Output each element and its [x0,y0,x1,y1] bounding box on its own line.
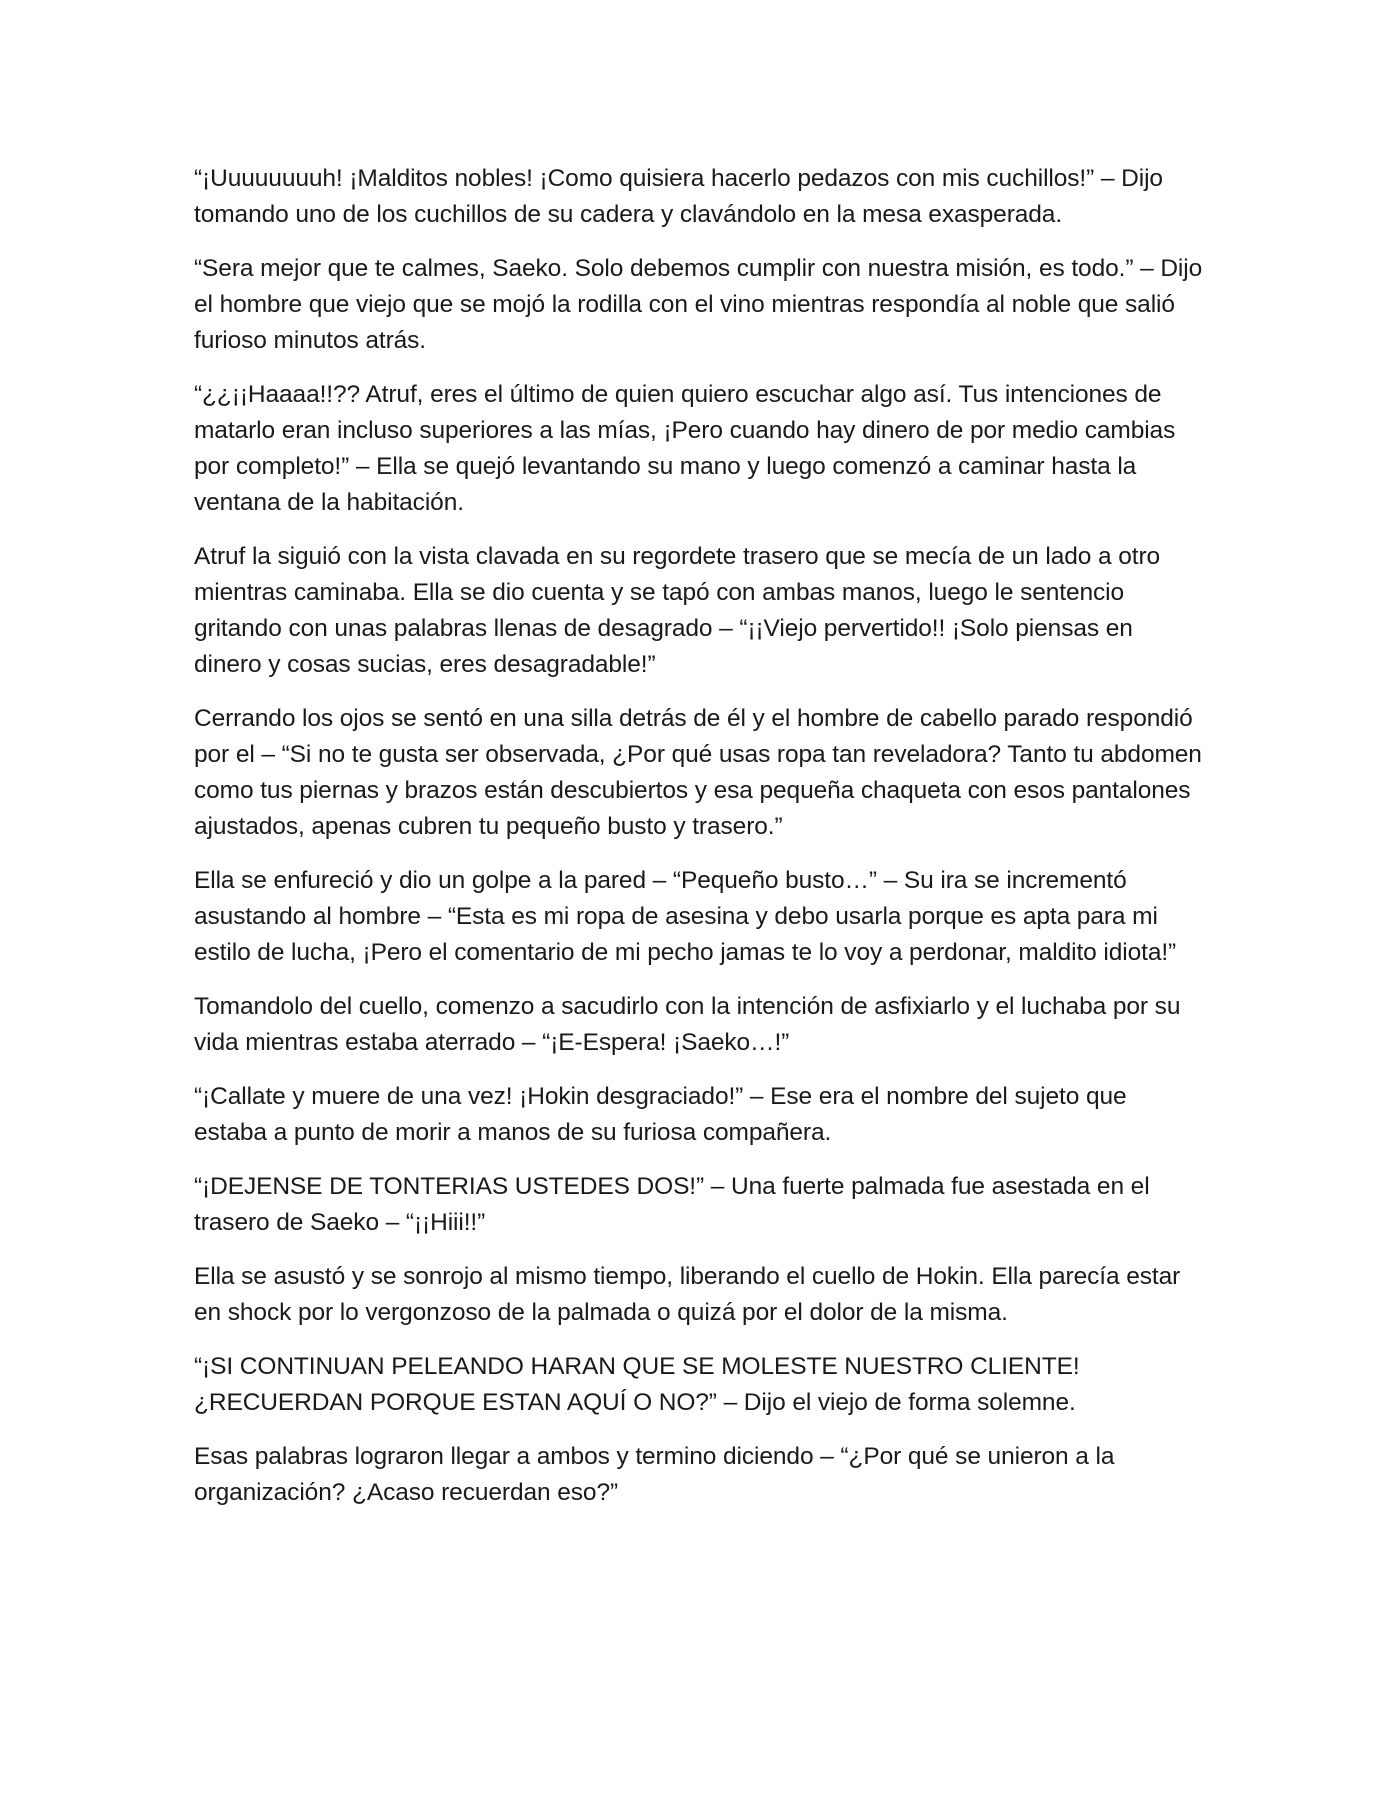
paragraph: “¡SI CONTINUAN PELEANDO HARAN QUE SE MOLESTE NUESTRO CLIENTE! ¿RECUERDAN PORQUE ESTAN AQUÍ O NO?” – Dijo el viejo de forma solemne. [194,1353,1080,1416]
paragraph: Ella se asustó y se sonrojo al mismo tiempo, liberando el cuello de Hokin. Ella parecía estar en shock por lo vergonzoso de la palmada o quizá por el dolor de la misma. [194,1263,1181,1326]
paragraph: Atruf la siguió con la vista clavada en su regordete trasero que se mecía de un lado a otro mientras caminaba. Ella se dio cuenta y se tapó con ambas manos, luego le sentencio gritando con unas palabras llenas de desagrado – “¡¡Viejo pervertido!! ¡Solo piensas en dinero y cosas sucias, eres desagradable!” [194,543,1161,678]
paragraph: “¡DEJENSE DE TONTERIAS USTEDES DOS!” – Una fuerte palmada fue asestada en el trasero de Saeko – “¡¡Hiii!!” [194,1173,1150,1236]
paragraph: “Sera mejor que te calmes, Saeko. Solo debemos cumplir con nuestra misión, es todo.” – Dijo el hombre que viejo que se mojó la rodilla con el vino mientras respondía al noble que salió furioso minutos atrás. [194,255,1203,354]
paragraph: “¿¿¡¡Haaaa!!?? Atruf, eres el último de quien quiero escuchar algo así. Tus intenciones de matarlo eran incluso superiores a las mías, ¡Pero cuando hay dinero de por medio cambias por completo!” – Ella se quejó levantando su mano y luego comenzó a caminar hasta la ventana de la habitación. [194,381,1176,516]
paragraph: “¡Callate y muere de una vez! ¡Hokin desgraciado!” – Ese era el nombre del sujeto que estaba a punto de morir a manos de su furiosa compañera. [194,1083,1127,1146]
paragraph: Tomandolo del cuello, comenzo a sacudirlo con la intención de asfixiarlo y el luchaba por su vida mientras estaba aterrado – “¡E-Espera! ¡Saeko…!” [194,993,1181,1056]
paragraph: Cerrando los ojos se sentó en una silla detrás de él y el hombre de cabello parado respondió por el – “Si no te gusta ser observada, ¿Por qué usas ropa tan reveladora? Tanto tu abdomen como tus piernas y brazos están descubiertos y esa pequeña chaqueta con esos pantalones ajustados, apenas cubren tu pequeño busto y trasero.” [194,705,1202,840]
paragraph: “¡Uuuuuuuuh! ¡Malditos nobles! ¡Como quisiera hacerlo pedazos con mis cuchillos!” – Dijo tomando uno de los cuchillos de su cadera y clavándolo en la mesa exasperada. [194,165,1163,228]
paragraph: Esas palabras lograron llegar a ambos y termino diciendo – “¿Por qué se unieron a la organización? ¿Acaso recuerdan eso?” [194,1443,1115,1506]
paragraph: Ella se enfureció y dio un golpe a la pared – “Pequeño busto…” – Su ira se incrementó asustando al hombre – “Esta es mi ropa de asesina y debo usarla porque es apta para mi estilo de lucha, ¡Pero el comentario de mi pecho jamas te lo voy a perdonar, maldito idiota!” [194,867,1177,966]
text-column [194,161,1204,1529]
